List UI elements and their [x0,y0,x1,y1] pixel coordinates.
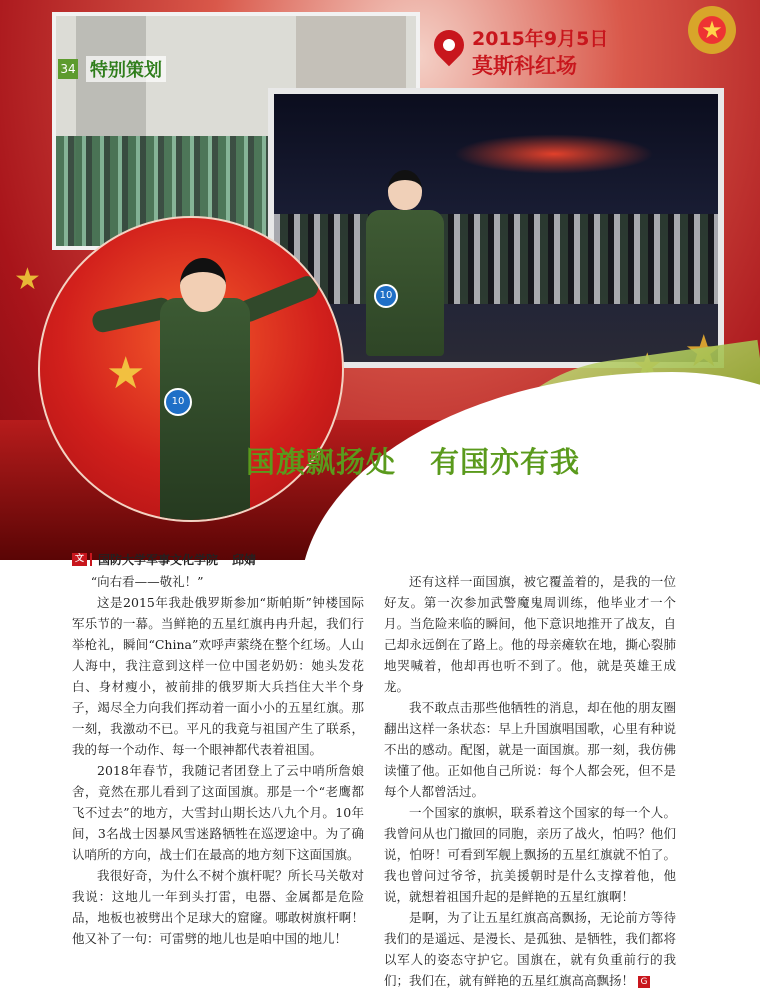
singer-figure [360,170,450,356]
performer-head [180,258,226,312]
paragraph-text: 是啊，为了让五星红旗高高飘扬，无论前方等待我们的是遥远、是漫长、是孤独、是牺牲，我们都将以军人的姿态守护它。国旗在，就有负重前行的我们；我们在，就有鲜艳的五星红旗高高飘扬！ [384,910,676,988]
byline-divider [90,553,92,566]
location-banner [434,22,634,80]
paragraph: 这是2015年我赴俄罗斯参加“斯帕斯”钟楼国际军乐节的一幕。当鲜艳的五星红旗冉冉升起，我们行举枪礼，瞬间“China”欢呼声萦绕在整个红场。人山人海中，我注意到这样一位中国老奶奶：她头发花白、身材瘦小，被前排的俄罗斯大兵挡住大半个身子，竭尽全力向我们挥动着一面小小的五星红旗。那一刻，我激动不已。平凡的我竟与祖国产生了联系，我的每一个动作、每一个眼神都代表着祖国。 [72,595,364,757]
paragraph: 我不敢点击那些他牺牲的消息，却在他的朋友圈翻出这样一条状态：早上升国旗唱国歌，心里有种说不出的感动。配图，就是一面国旗。那一刻，我仿佛读懂了他。正如他自己所说：每个人都会死，但不是每个人都曾活过。 [384,700,676,799]
star-icon: ★ [106,348,146,399]
singer-head [388,170,422,210]
section-title: 特别策划 [86,56,166,82]
headline-part-1: 国旗飘扬处 [246,445,397,479]
section-header [58,56,166,82]
paragraph: 我很好奇，为什么不树个旗杆呢？所长马关敬对我说：这地儿一年到头打雷，电器、金属都是危险品，地板也被劈出个足球大的窟窿。哪敢树旗杆啊！他又补了一句：可雷劈的地儿也是咱中国的地儿！ [72,868,364,946]
map-pin-icon [428,24,470,66]
article-headline [246,440,580,481]
article-column-left [72,571,364,949]
paragraph-final [384,907,676,991]
page-number: 34 [58,59,78,79]
paragraph: 还有这样一面国旗，被它覆盖着的，是我的一位好友。第一次参加武警魔鬼周训练，他毕业才一个月。当危险来临的瞬间，他下意识地推开了战友，自己却永远倒在了路上。他的母亲瘫软在地，撕心裂肺地哭喊着，他却再也听不到了。他，就是英雄王成龙。 [384,574,676,694]
paragraph: “向右看——敬礼！” [90,574,204,589]
author-affiliation: 国防大学军事文化学院 [98,553,219,567]
paragraph: 2018年春节，我随记者团登上了云中哨所詹娘舍，竟然在那儿看到了这面国旗。那是一个“老鹰都飞不过去”的地方，大雪封山期长达八九个月。10年间，3名战士因暴风雪迷路牺牲在巡逻途中。为了确认哨所的方向，战士们在最高的地方刻下这面国旗。 [72,763,364,862]
contestant-badge: 10 [164,388,192,416]
byline [72,551,256,568]
end-mark-icon: G [638,976,650,988]
star-emblem-icon: ★ [688,6,736,54]
location-place: 莫斯科红场 [472,54,577,78]
honor-guard-row [274,214,718,304]
kremlin-lights [454,134,654,174]
article-column-right [384,571,676,991]
headline-part-2: 有国亦有我 [430,445,581,479]
byline-text-icon: 文 [72,553,87,566]
singer-uniform [366,210,444,356]
paragraph: 一个国家的旗帜，联系着这个国家的每一个人。我曾问从也门撤回的同胞，亲历了战火，怕吗？他们说，怕呀！可看到军舰上飘扬的五星红旗就不怕了。我也曾问过爷爷，抗美援朝时是什么支撑着他，他说，就想着祖国升起的是鲜艳的五星红旗啊！ [384,805,676,904]
author-name: 邱婧 [232,553,257,567]
location-date: 2015年9月5日 [472,28,609,50]
contestant-badge: 10 [374,284,398,308]
star-icon: ★ [14,262,41,297]
